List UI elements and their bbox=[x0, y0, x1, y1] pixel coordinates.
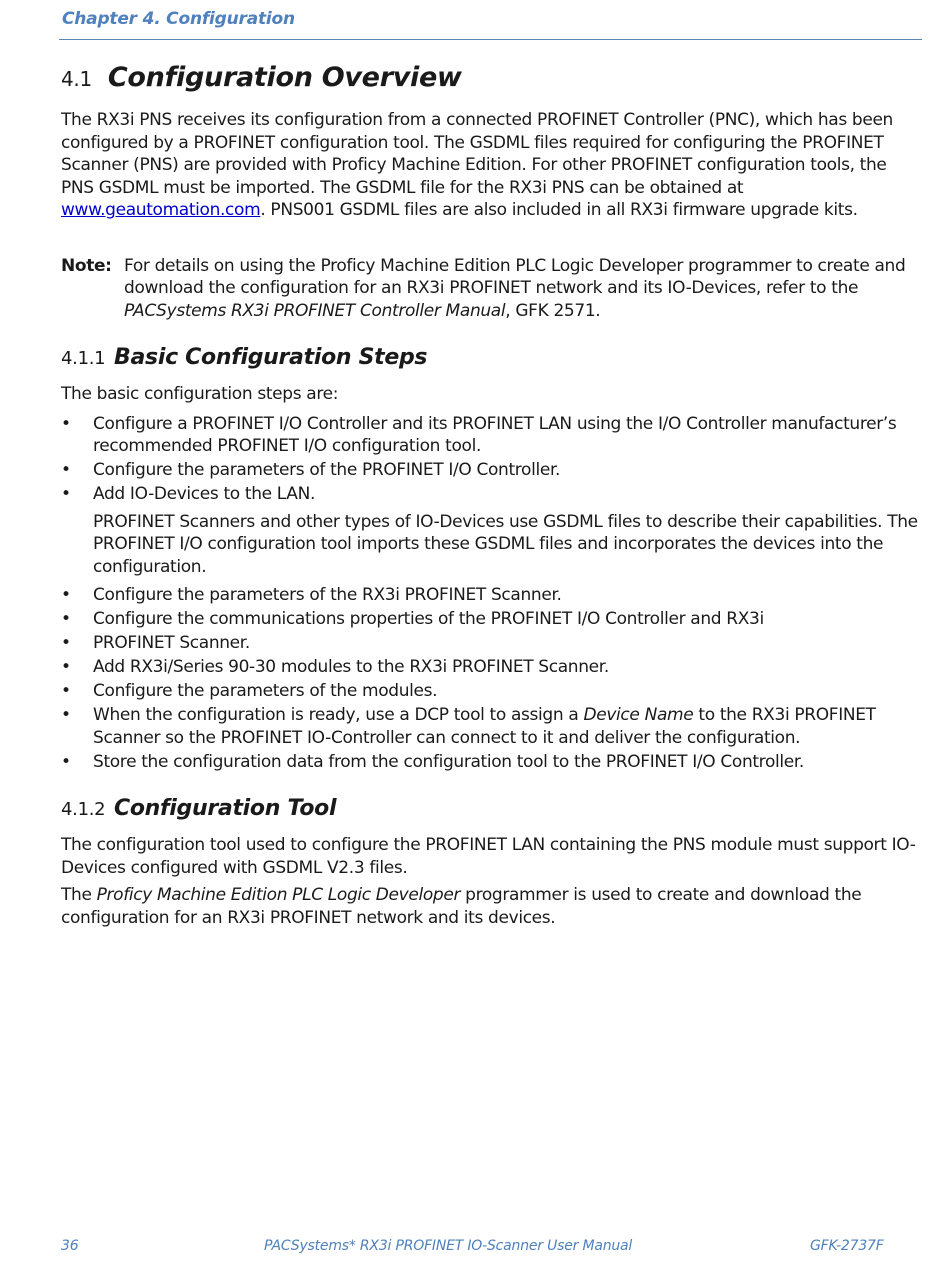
list-item-text: PROFINET Scanner. bbox=[93, 633, 250, 653]
footer-page-number: 36 bbox=[61, 1238, 79, 1254]
header-divider bbox=[59, 39, 922, 40]
bullet: • bbox=[61, 751, 71, 772]
list-item bbox=[61, 704, 921, 749]
note-text-2: , GFK 2571. bbox=[505, 300, 601, 321]
config-tool-title: Configuration Tool bbox=[114, 796, 337, 821]
list-item-text: Configure the communications properties of the PROFINET I/O Controller and RX3i bbox=[93, 609, 764, 629]
list-item-text: Add RX3i/Series 90-30 modules to the RX3i PROFINET Scanner. bbox=[93, 657, 609, 677]
programmer-name: Proficy Machine Edition PLC Logic Developer bbox=[96, 885, 461, 905]
geautomation-link[interactable]: www.geautomation.com bbox=[61, 200, 261, 220]
list-item bbox=[61, 656, 921, 679]
list-item-text: Add IO-Devices to the LAN. bbox=[93, 484, 316, 504]
bullet: • bbox=[61, 585, 71, 605]
list-item bbox=[61, 584, 921, 607]
chapter-header: Chapter 4. Configuration bbox=[62, 9, 295, 29]
bullet: • bbox=[61, 681, 71, 701]
steps-list-b bbox=[61, 584, 921, 773]
footer-manual-title: PACSystems* RX3i PROFINET IO-Scanner User Manual bbox=[264, 1238, 633, 1254]
dcp-text-1: When the configuration is ready, use a DCP tool to assign a bbox=[93, 705, 584, 725]
gsdml-paragraph: PROFINET Scanners and other types of IO-Devices use GSDML files to describe their capabilities. The PROFINET I/O configuration tool imports these GSDML files and incorporates the devices into the configuration. bbox=[93, 511, 918, 577]
overview-paragraph bbox=[61, 109, 921, 222]
note-label: Note: bbox=[61, 255, 112, 276]
bullet: • bbox=[61, 609, 71, 629]
list-item bbox=[61, 632, 921, 655]
list-item-text: Configure the parameters of the PROFINET I/O Controller. bbox=[93, 460, 561, 480]
bullet: • bbox=[61, 460, 71, 480]
list-item bbox=[61, 459, 921, 482]
config-tool-number: 4.1.2 bbox=[61, 799, 106, 820]
note-text bbox=[124, 255, 921, 323]
note-text-1: For details on using the Proficy Machine Edition PLC Logic Developer programmer to create and download the configuration for an RX3i PROFINET network and its IO-Devices, refer to the bbox=[124, 255, 906, 298]
bullet: • bbox=[61, 484, 71, 504]
list-item-text: Store the configuration data from the configuration tool to the PROFINET I/O Controller. bbox=[93, 751, 804, 772]
list-item bbox=[61, 751, 921, 774]
bullet: • bbox=[61, 633, 71, 653]
section-title: Configuration Overview bbox=[107, 62, 462, 93]
basic-steps-number: 4.1.1 bbox=[61, 348, 106, 369]
list-item bbox=[61, 608, 921, 631]
device-name-term: Device Name bbox=[583, 705, 694, 725]
footer-doc-number: GFK-2737F bbox=[810, 1238, 884, 1254]
basic-steps-title: Basic Configuration Steps bbox=[114, 345, 428, 370]
page-content bbox=[61, 56, 921, 929]
bullet: • bbox=[61, 705, 71, 725]
list-item bbox=[61, 413, 921, 458]
note-manual-title: PACSystems RX3i PROFINET Controller Manual bbox=[124, 300, 506, 321]
config-tool-paragraph-1: The configuration tool used to configure the PROFINET LAN containing the PNS module must support IO-Devices configured with GSDML V2.3 files. bbox=[61, 835, 916, 878]
dcp-text-2: to the RX3i PROFINET Scanner so the PROFINET IO-Controller can connect to it and deliver the configuration. bbox=[93, 705, 876, 748]
config-tool-heading bbox=[61, 795, 921, 824]
list-item bbox=[61, 680, 921, 703]
overview-text-1: The RX3i PNS receives its configuration from a connected PROFINET Controller (PNC), which has been configured by a PROFINET configuration tool. The GSDML files required for configuring the PROFINET Scanner (PNS) are provided with Proficy Machine Edition. For other PROFINET configuration tools, the PNS GSDML must be imported. The GSDML file for the RX3i PNS can be obtained at bbox=[61, 110, 893, 198]
overview-text-2: . PNS001 GSDML files are also included in all RX3i firmware upgrade kits. bbox=[260, 200, 858, 220]
section-number: 4.1 bbox=[61, 67, 92, 91]
steps-list-a bbox=[61, 413, 921, 506]
basic-steps-heading bbox=[61, 344, 921, 373]
note-block bbox=[61, 255, 921, 323]
list-item-text: Configure the parameters of the modules. bbox=[93, 681, 438, 701]
config-tool-text-1: The bbox=[61, 885, 97, 905]
list-item bbox=[61, 483, 921, 506]
list-item-text: Configure the parameters of the RX3i PROFINET Scanner. bbox=[93, 585, 562, 605]
config-tool-text-2: programmer is used to create and download the configuration for an RX3i PROFINET network and its devices. bbox=[61, 885, 862, 928]
section-heading bbox=[61, 62, 921, 95]
bullet: • bbox=[61, 657, 71, 677]
basic-steps-intro: The basic configuration steps are: bbox=[61, 384, 339, 404]
config-tool-paragraph-2 bbox=[61, 884, 921, 929]
list-item-text: Configure a PROFINET I/O Controller and its PROFINET LAN using the I/O Controller manufacturer’s recommended PROFINET I/O configuration tool. bbox=[93, 413, 897, 456]
bullet: • bbox=[61, 413, 71, 434]
list-item-text bbox=[93, 705, 876, 748]
